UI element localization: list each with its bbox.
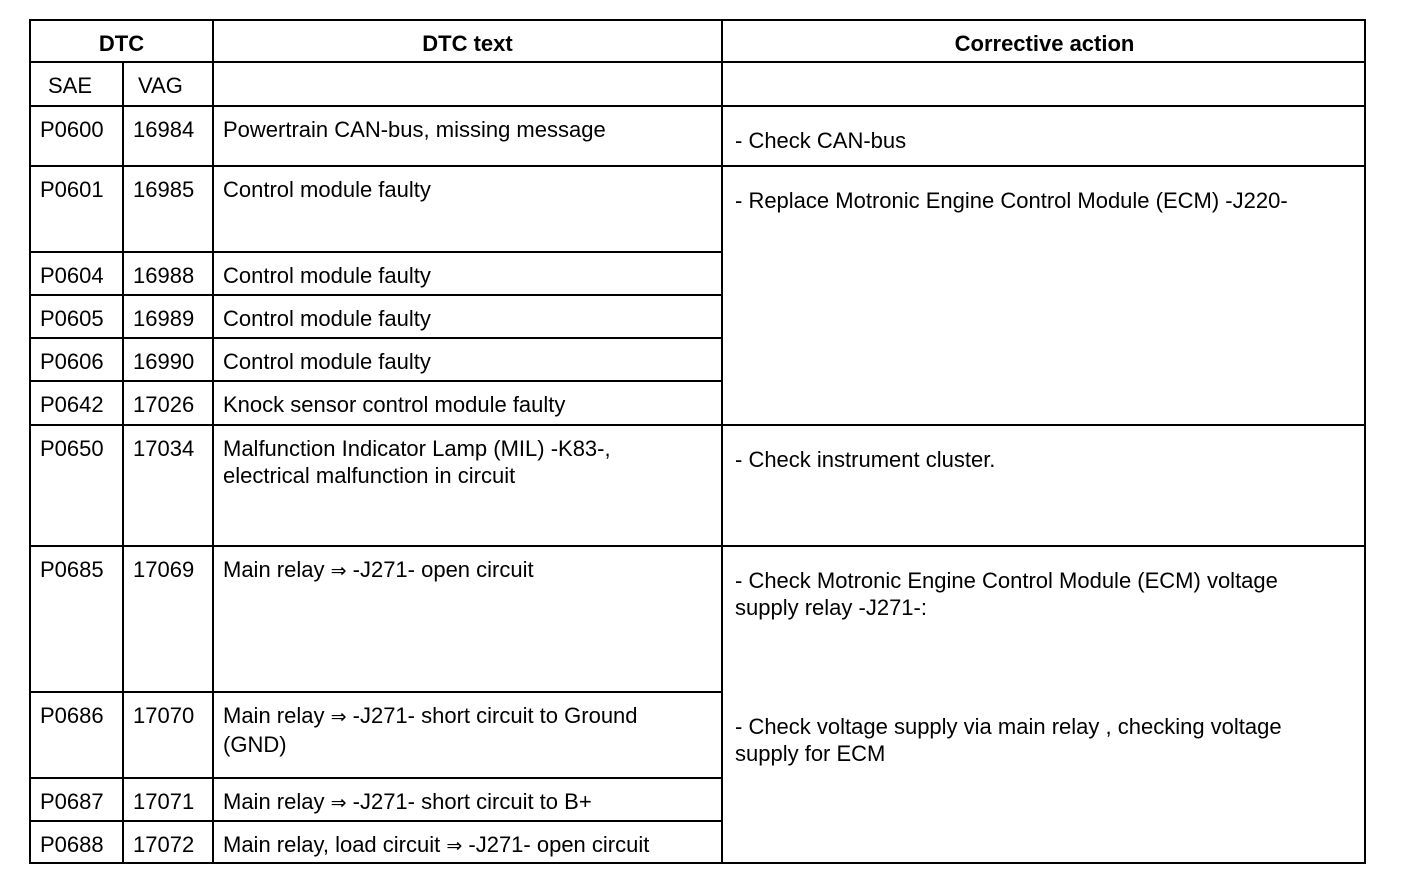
arrow-right-icon: ⇒ <box>446 835 463 857</box>
dtc-text: Control module faulty <box>223 349 431 374</box>
action-check-main-relay: - Check voltage supply via main relay , checking voltage supply for ECM <box>735 714 1282 766</box>
sae-code: P0686 <box>40 703 104 728</box>
dtc-text-post: -J271- short circuit to Ground (GND) <box>223 703 638 757</box>
sae-code: P0600 <box>40 117 104 142</box>
dtc-table <box>29 19 1366 864</box>
sae-code: P0688 <box>40 832 104 857</box>
sae-code: P0650 <box>40 436 104 461</box>
sae-code: P0601 <box>40 177 104 202</box>
arrow-right-icon: ⇒ <box>330 706 347 728</box>
sae-code: P0642 <box>40 392 104 417</box>
action-check-can-bus: - Check CAN-bus <box>735 128 907 153</box>
vag-code: 17034 <box>133 436 195 461</box>
dtc-text-post: -J271- short circuit to B+ <box>346 789 592 814</box>
header-vag: VAG <box>138 73 183 98</box>
vag-code: 17071 <box>133 789 195 814</box>
header-dtc: DTC <box>98 31 145 56</box>
sae-code: P0604 <box>40 263 104 288</box>
action-replace-ecm: - Replace Motronic Engine Control Module (ECM) -J220- <box>735 188 1288 213</box>
dtc-text: Control module faulty <box>223 177 431 202</box>
dtc-text <box>214 779 592 817</box>
header-dtc-text: DTC text <box>422 31 513 56</box>
dtc-text: Control module faulty <box>223 263 431 288</box>
dtc-text-pre: Main relay <box>223 789 331 814</box>
dtc-text-post: -J271- open circuit <box>462 832 650 857</box>
sae-code: P0685 <box>40 557 104 582</box>
sae-code: P0605 <box>40 306 104 331</box>
vag-code: 16989 <box>133 306 195 331</box>
dtc-text-pre: Main relay <box>223 557 331 582</box>
dtc-text-pre: Main relay <box>223 703 331 728</box>
dtc-text <box>214 693 638 758</box>
action-check-voltage-relay: - Check Motronic Engine Control Module (ECM) voltage supply relay -J271-: <box>735 568 1278 620</box>
vag-code: 16990 <box>133 349 195 374</box>
vag-code: 16984 <box>133 117 195 142</box>
col-divider-text-action <box>721 21 723 864</box>
vag-code: 17072 <box>133 832 195 857</box>
dtc-text: Control module faulty <box>223 306 431 331</box>
dtc-text <box>214 822 649 860</box>
dtc-text: Malfunction Indicator Lamp (MIL) -K83-, electrical malfunction in circuit <box>223 436 611 488</box>
dtc-text-pre: Main relay, load circuit <box>223 832 447 857</box>
sae-code: P0606 <box>40 349 104 374</box>
header-sae: SAE <box>48 73 93 98</box>
sae-code: P0687 <box>40 789 104 814</box>
header-corrective-action: Corrective action <box>954 31 1135 56</box>
dtc-text <box>214 547 534 585</box>
dtc-text: Powertrain CAN-bus, missing message <box>223 117 606 142</box>
dtc-text-post: -J271- open circuit <box>346 557 534 582</box>
vag-code: 17070 <box>133 703 195 728</box>
vag-code: 17026 <box>133 392 195 417</box>
dtc-text: Knock sensor control module faulty <box>223 392 566 417</box>
arrow-right-icon: ⇒ <box>330 560 347 582</box>
action-check-instrument-cluster: - Check instrument cluster. <box>735 447 996 472</box>
row-divider <box>31 61 1366 63</box>
arrow-right-icon: ⇒ <box>330 792 347 814</box>
vag-code: 16988 <box>133 263 195 288</box>
vag-code: 17069 <box>133 557 195 582</box>
vag-code: 16985 <box>133 177 195 202</box>
